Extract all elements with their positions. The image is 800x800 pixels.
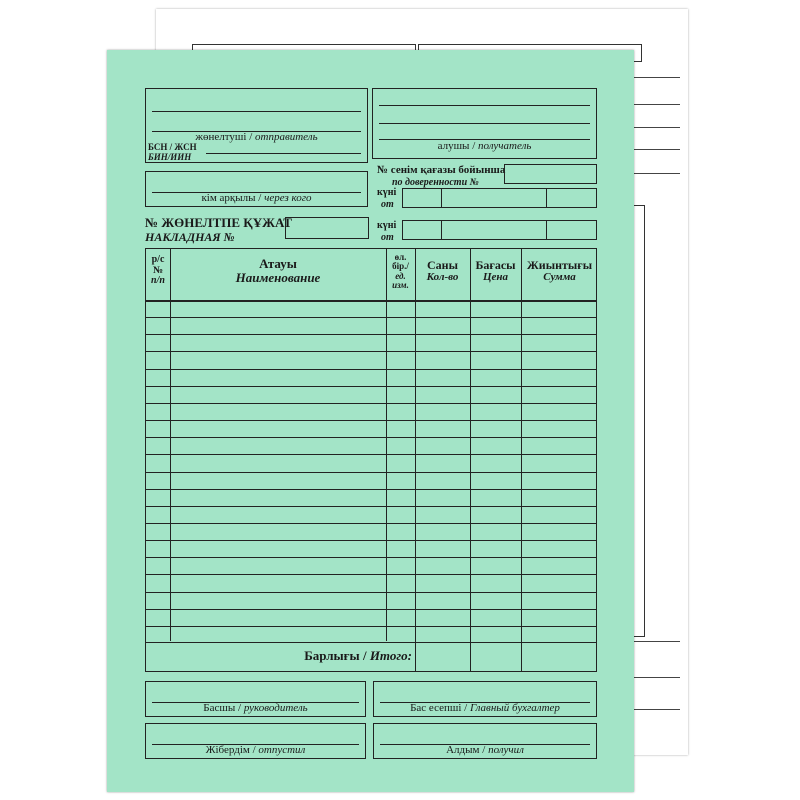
total-divider <box>146 642 596 644</box>
poa-label-ru: по доверенности № <box>392 177 479 188</box>
table-row[interactable] <box>146 523 596 524</box>
back-line <box>630 127 680 128</box>
table-row[interactable] <box>146 472 596 473</box>
head-signature-box[interactable] <box>145 681 366 717</box>
sender-bin-line <box>206 153 361 154</box>
col-price-kz: Бағасы <box>475 258 516 272</box>
sender-label-kz: жөнелтуші <box>195 131 247 143</box>
table-row[interactable] <box>146 557 596 558</box>
table-row[interactable] <box>146 403 596 404</box>
table-row[interactable] <box>146 334 596 335</box>
accountant-signature-box[interactable] <box>373 681 597 717</box>
poa-date-label-kz: күні <box>377 187 397 198</box>
date-divider <box>546 221 547 239</box>
col-no-kz: р/с № <box>151 254 165 276</box>
released-label-ru: отпустил <box>258 744 306 756</box>
back-line <box>630 77 680 78</box>
back-line <box>630 104 680 105</box>
released-caption: Жібердім / отпустил <box>205 744 306 756</box>
sender-bin-kz: БСН / ЖСН <box>148 142 197 152</box>
through-caption: кім арқылы / через кого <box>201 192 312 204</box>
back-line <box>632 709 680 710</box>
through-label-kz: кім арқылы <box>201 192 256 204</box>
col-divider <box>170 249 171 641</box>
date-divider <box>546 189 547 207</box>
back-line <box>630 149 680 150</box>
released-signature-box[interactable] <box>145 723 366 759</box>
date-divider <box>441 221 442 239</box>
table-row[interactable] <box>146 540 596 541</box>
col-header-sum <box>521 259 598 283</box>
total-label: Барлығы / Итого: <box>304 648 412 663</box>
table-row[interactable] <box>146 626 596 627</box>
table-row[interactable] <box>146 369 596 370</box>
recipient-line <box>379 123 590 124</box>
sender-line <box>152 111 361 112</box>
recipient-box[interactable] <box>372 88 597 159</box>
table-row[interactable] <box>146 420 596 421</box>
poa-label-kz: № сенім қағазы бойынша <box>377 164 506 176</box>
col-no-ru: п/п <box>151 275 165 286</box>
through-label-ru: через кого <box>264 192 312 204</box>
col-qty-kz: Саны <box>427 258 458 272</box>
poa-number-field[interactable] <box>504 164 597 184</box>
received-caption: Алдым / получил <box>446 744 524 756</box>
recipient-line <box>379 105 590 106</box>
doc-number-field[interactable] <box>285 217 369 239</box>
waybill-form <box>107 50 634 792</box>
head-label-ru: руководитель <box>243 702 308 714</box>
recipient-caption: алушы / получатель <box>437 140 532 152</box>
col-header-qty <box>415 259 470 283</box>
accountant-caption: Бас есепші / Главный бухгалтер <box>410 702 560 714</box>
table-row[interactable] <box>146 592 596 593</box>
poa-date-label-ru: от <box>381 199 394 210</box>
doc-title-kz: № ЖӨНЕЛТПЕ ҚҰЖАТ <box>145 215 292 230</box>
items-table <box>145 248 597 672</box>
table-row[interactable] <box>146 574 596 575</box>
total-label-kz: Барлығы <box>304 648 360 663</box>
received-label-kz: Алдым <box>446 744 480 756</box>
total-label-ru: Итого: <box>369 648 412 663</box>
poa-date-field[interactable] <box>402 188 597 208</box>
doc-date-field[interactable] <box>402 220 597 240</box>
col-header-unit <box>386 253 415 291</box>
released-label-kz: Жібердім <box>205 744 250 756</box>
col-divider <box>415 249 416 671</box>
col-sum-kz: Жиынтығы <box>526 258 593 272</box>
table-row[interactable] <box>146 351 596 352</box>
back-line <box>632 641 680 642</box>
col-divider <box>521 249 522 671</box>
table-row[interactable] <box>146 609 596 610</box>
doc-title-ru: НАКЛАДНАЯ № <box>145 230 235 244</box>
recipient-label-ru: получатель <box>478 140 532 152</box>
back-line <box>632 677 680 678</box>
head-label-kz: Басшы <box>203 702 236 714</box>
table-row[interactable] <box>146 506 596 507</box>
col-unit-kz: өл. бір./ <box>392 252 409 272</box>
doc-date-label-kz: күні <box>377 220 397 231</box>
table-row[interactable] <box>146 489 596 490</box>
received-label-ru: получил <box>488 744 524 756</box>
col-header-no <box>146 255 170 287</box>
table-row[interactable] <box>146 386 596 387</box>
table-row[interactable] <box>146 437 596 438</box>
col-name-kz: Атауы <box>259 256 297 271</box>
col-name-ru: Наименование <box>235 269 321 285</box>
date-divider <box>441 189 442 207</box>
col-sum-ru: Сумма <box>543 270 576 283</box>
table-row[interactable] <box>146 454 596 455</box>
col-divider <box>470 249 471 671</box>
through-box[interactable] <box>145 171 368 207</box>
col-header-price <box>470 259 521 283</box>
sender-box[interactable] <box>145 88 368 163</box>
sender-bin-ru: БИН/ИИН <box>148 152 192 162</box>
col-price-ru: Цена <box>482 270 509 283</box>
sender-label-ru: отправитель <box>255 131 318 143</box>
doc-date-label-ru: от <box>381 232 394 243</box>
back-line <box>630 173 680 174</box>
accountant-label-ru: Главный бухгалтер <box>469 702 560 714</box>
col-header-name <box>170 257 386 284</box>
recipient-label-kz: алушы <box>437 140 470 152</box>
header-divider <box>146 300 596 302</box>
col-qty-ru: Кол-во <box>426 270 459 283</box>
head-caption: Басшы / руководитель <box>203 702 308 714</box>
col-unit-ru: ед. изм. <box>392 270 409 291</box>
accountant-label-kz: Бас есепші <box>410 702 462 714</box>
col-divider <box>386 249 387 641</box>
sender-caption: жөнелтуші / отправитель <box>195 131 318 143</box>
received-signature-box[interactable] <box>373 723 597 759</box>
table-row[interactable] <box>146 317 596 318</box>
